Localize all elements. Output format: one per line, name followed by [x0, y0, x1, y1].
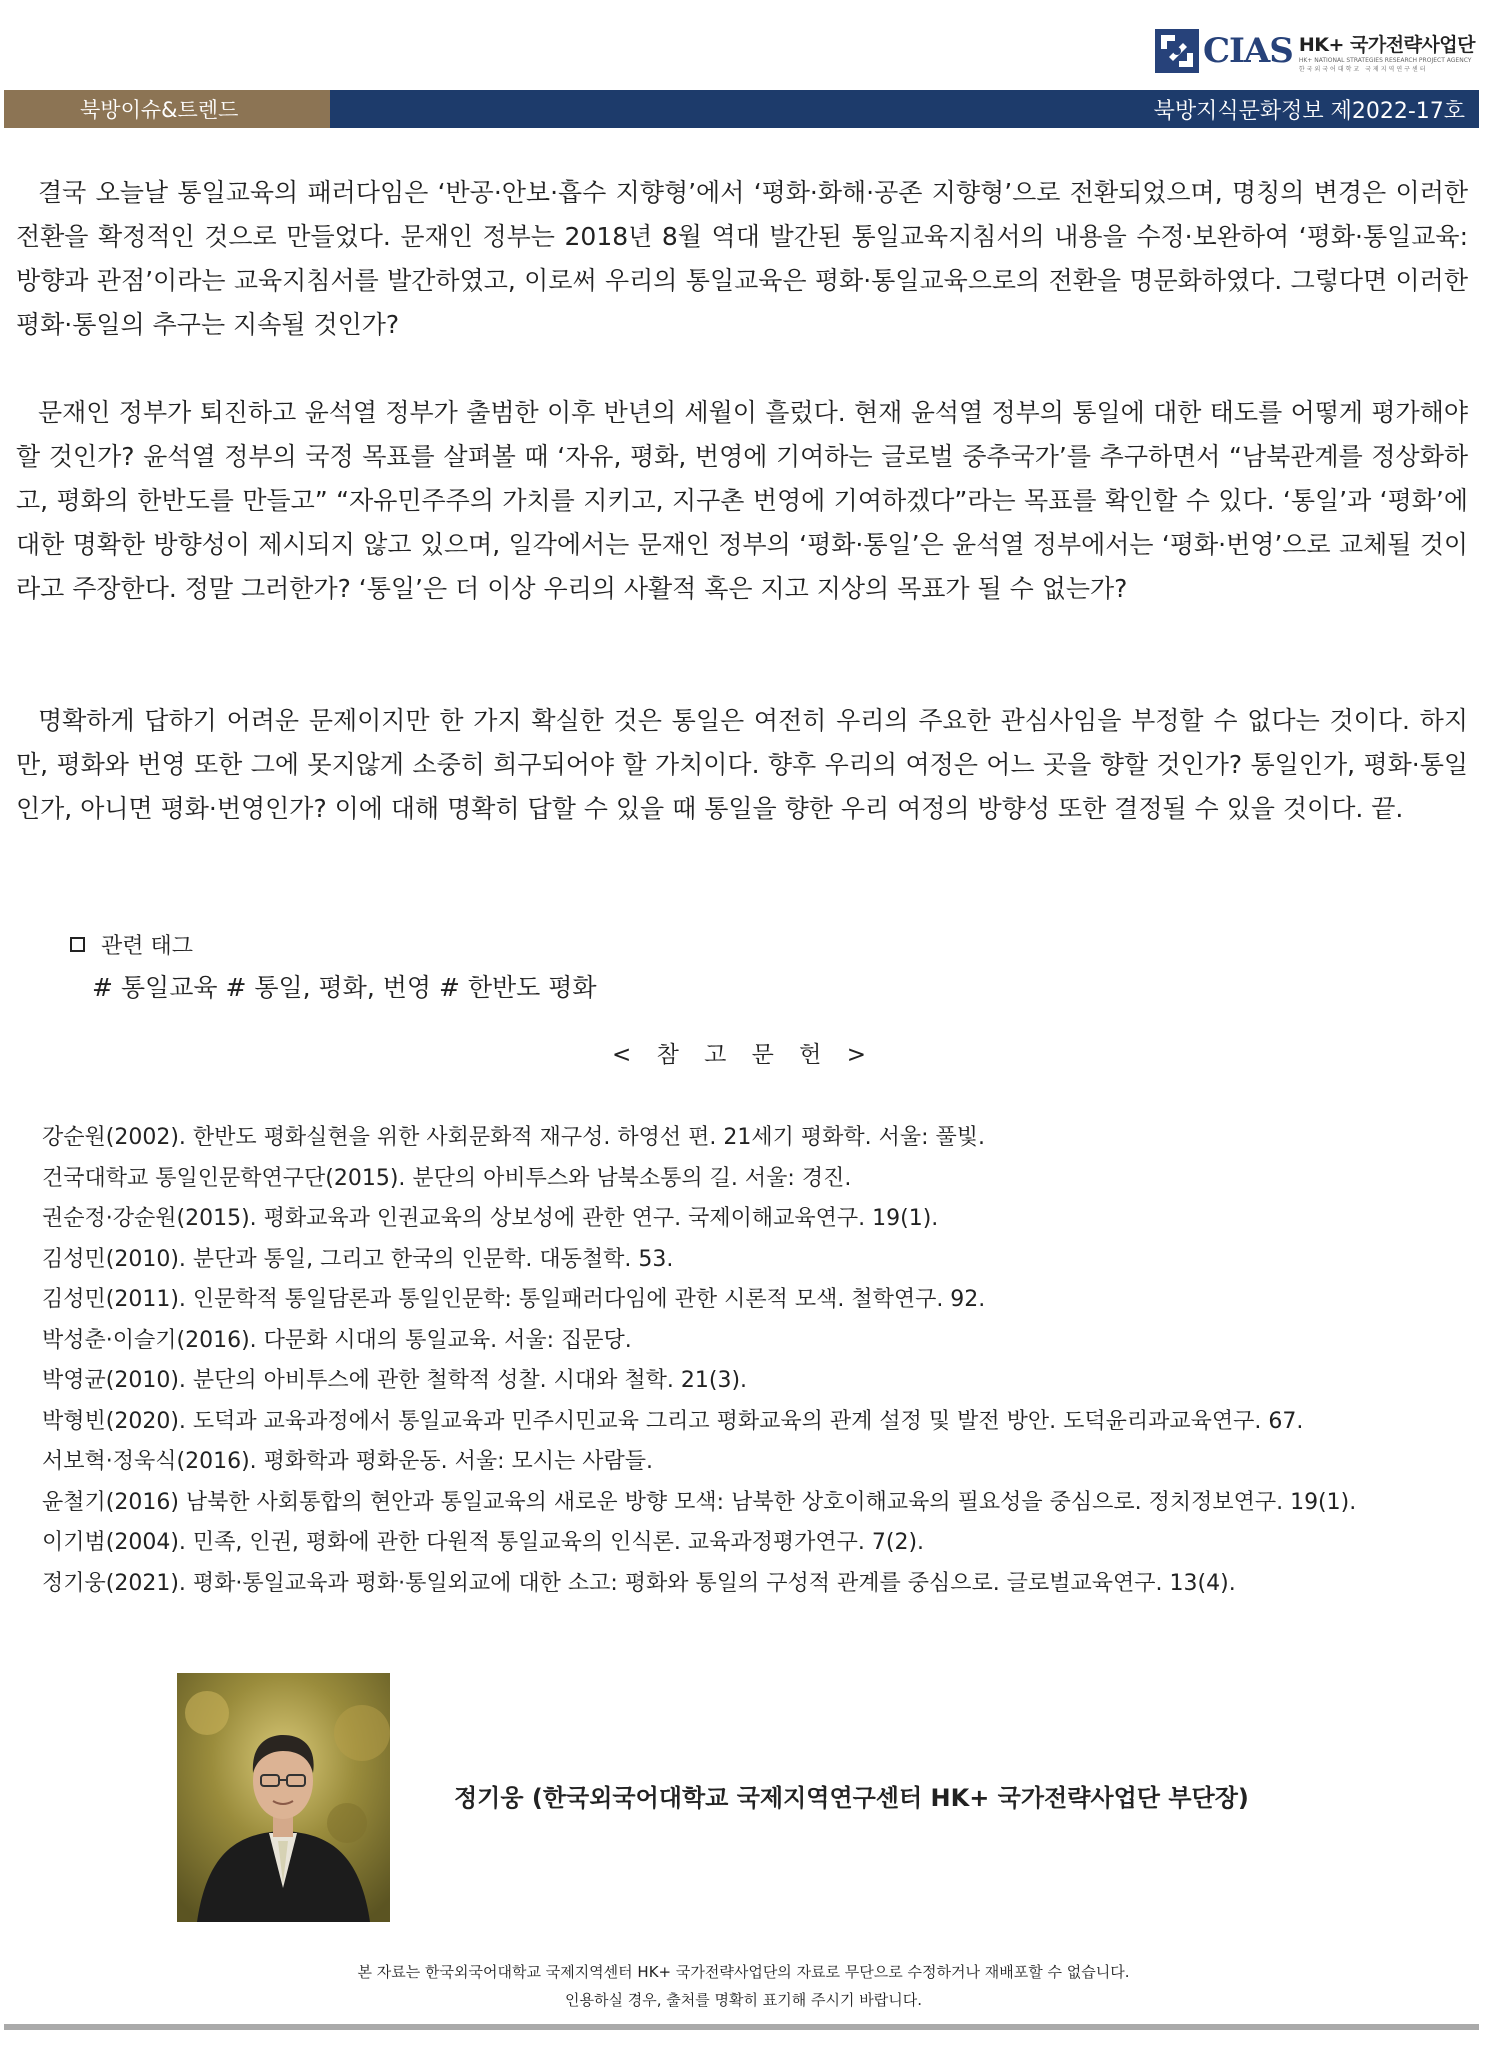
tags-list: # 통일교육 # 통일, 평화, 번영 # 한반도 평화	[92, 973, 597, 1002]
reference-item: 윤철기(2016) 남북한 사회통합의 현안과 통일교육의 새로운 방향 모색: 남북한 상호이해교육의 필요성을 중심으로. 정치정보연구. 19(1).	[42, 1489, 1357, 1515]
reference-item: 강순원(2002). 한반도 평화실현을 위한 사회문화적 재구성. 하영선 편. 21세기 평화학. 서울: 풀빛.	[42, 1125, 986, 1150]
reference-item: 박영균(2010). 분단의 아비투스에 관한 철학적 성찰. 시대와 철학. 21(3).	[42, 1368, 748, 1393]
bottom-divider	[4, 2024, 1479, 2030]
reference-item: 박형빈(2020). 도덕과 교육과정에서 통일교육과 민주시민교육 그리고 평화교육의 관계 설정 및 발전 방안. 도덕윤리과교육연구. 67.	[42, 1408, 1304, 1434]
reference-item: 서보혁·정욱식(2016). 평화학과 평화운동. 서울: 모시는 사람들.	[42, 1449, 654, 1474]
logo-subtitle-kr: 한국외국어대학교 국제지역연구센터	[1298, 65, 1428, 73]
reference-item: 박성춘·이슬기(2016). 다문화 시대의 통일교육. 서울: 집문당.	[42, 1327, 632, 1353]
cias-logo	[1153, 16, 1475, 86]
logo-cias-text: CIAS	[1202, 31, 1293, 71]
issue-label: 북방지식문화정보 제2022-17호	[330, 90, 1479, 128]
reference-item: 김성민(2010). 분단과 통일, 그리고 한국의 인문학. 대동철학. 53.	[42, 1246, 674, 1272]
body-paragraph: 문재인 정부가 퇴진하고 윤석열 정부가 출범한 이후 반년의 세월이 흘렀다. 현재 윤석열 정부의 통일에 대한 태도를 어떻게 평가해야 할 것인가? 윤석열 정부의 국정 목표를 살펴볼 때 ‘자유, 평화, 번영에 기여하는 글로벌 중추국가’를 추구하면서 “남북관계를 정상화하고, 평화의 한반도를 만들고” “자유민주주의 가치를 지키고, 지구촌 번영에 기여하겠다”라는 목표를 확인할 수 있다. ‘통일’과 ‘평화’에 대한 명확한 방향성이 제시되지 않고 있으며, 일각에서는 문재인 정부의 ‘평화·통일’은 윤석열 정부에서는 ‘평화·번영’으로 교체될 것이라고 주장한다. 정말 그러한가? ‘통일’은 더 이상 우리의 사활적 혹은 지고 지상의 목표가 될 수 없는가?	[16, 398, 1468, 603]
cias-emblem-icon	[1153, 27, 1201, 75]
tags-heading	[70, 929, 193, 960]
checkbox-square-icon	[70, 937, 85, 952]
footer-line: 인용하실 경우, 출처를 명확히 표기해 주시기 바랍니다.	[565, 1991, 922, 2009]
references-list	[16, 1118, 1468, 1604]
header-banner	[4, 90, 1479, 128]
references-title: < 참 고 문 헌 >	[612, 1042, 875, 1068]
tags-heading-label: 관련 태그	[101, 934, 194, 959]
footer-notice	[0, 1958, 1487, 2014]
author-caption: 정기웅 (한국외국어대학교 국제지역연구센터 HK+ 국가전략사업단 부단장)	[454, 1784, 1249, 1812]
reference-item: 김성민(2011). 인문학적 통일담론과 통일인문학: 통일패러다임에 관한 시론적 모색. 철학연구. 92.	[42, 1287, 986, 1312]
logo-subtitle-en: HK+ NATIONAL STRATEGIES RESEARCH PROJECT AGENCY	[1298, 56, 1472, 64]
reference-item: 정기웅(2021). 평화·통일교육과 평화·통일외교에 대한 소고: 평화와 통일의 구성적 관계를 중심으로. 글로벌교육연구. 13(4).	[42, 1570, 1236, 1596]
author-photo	[177, 1673, 390, 1922]
reference-item: 권순정·강순원(2015). 평화교육과 인권교육의 상보성에 관한 연구. 국제이해교육연구. 19(1).	[42, 1206, 939, 1231]
reference-item: 이기범(2004). 민족, 인권, 평화에 관한 다원적 통일교육의 인식론. 교육과정평가연구. 7(2).	[42, 1530, 925, 1555]
logo-title: HK+ 국가전략사업단	[1298, 33, 1475, 56]
section-label: 북방이슈&트렌드	[4, 90, 330, 128]
footer-line: 본 자료는 한국외국어대학교 국제지역센터 HK+ 국가전략사업단의 자료로 무단으로 수정하거나 재배포할 수 없습니다.	[357, 1963, 1130, 1981]
body-paragraph: 결국 오늘날 통일교육의 패러다임은 ‘반공·안보·흡수 지향형’에서 ‘평화·화해·공존 지향형’으로 전환되었으며, 명칭의 변경은 이러한 전환을 확정적인 것으로 만들었다. 문재인 정부는 2018년 8월 역대 발간된 통일교육지침서의 내용을 수정·보완하여 ‘평화·통일교육: 방향과 관점’이라는 교육지침서를 발간하였고, 이로써 우리의 통일교육은 평화·통일교육으로의 전환을 명문화하였다. 그렇다면 이러한 평화·통일의 추구는 지속될 것인가?	[16, 178, 1468, 339]
body-paragraph: 명확하게 답하기 어려운 문제이지만 한 가지 확실한 것은 통일은 여전히 우리의 주요한 관심사임을 부정할 수 없다는 것이다. 하지만, 평화와 번영 또한 그에 못지않게 소중히 희구되어야 할 가치이다. 향후 우리의 여정은 어느 곳을 향할 것인가? 통일인가, 평화·통일인가, 아니면 평화·번영인가? 이에 대해 명확히 답할 수 있을 때 통일을 향한 우리 여정의 방향성 또한 결정될 수 있을 것이다. 끝.	[16, 706, 1468, 823]
reference-item: 건국대학교 통일인문학연구단(2015). 분단의 아비투스와 남북소통의 길. 서울: 경진.	[42, 1165, 852, 1191]
